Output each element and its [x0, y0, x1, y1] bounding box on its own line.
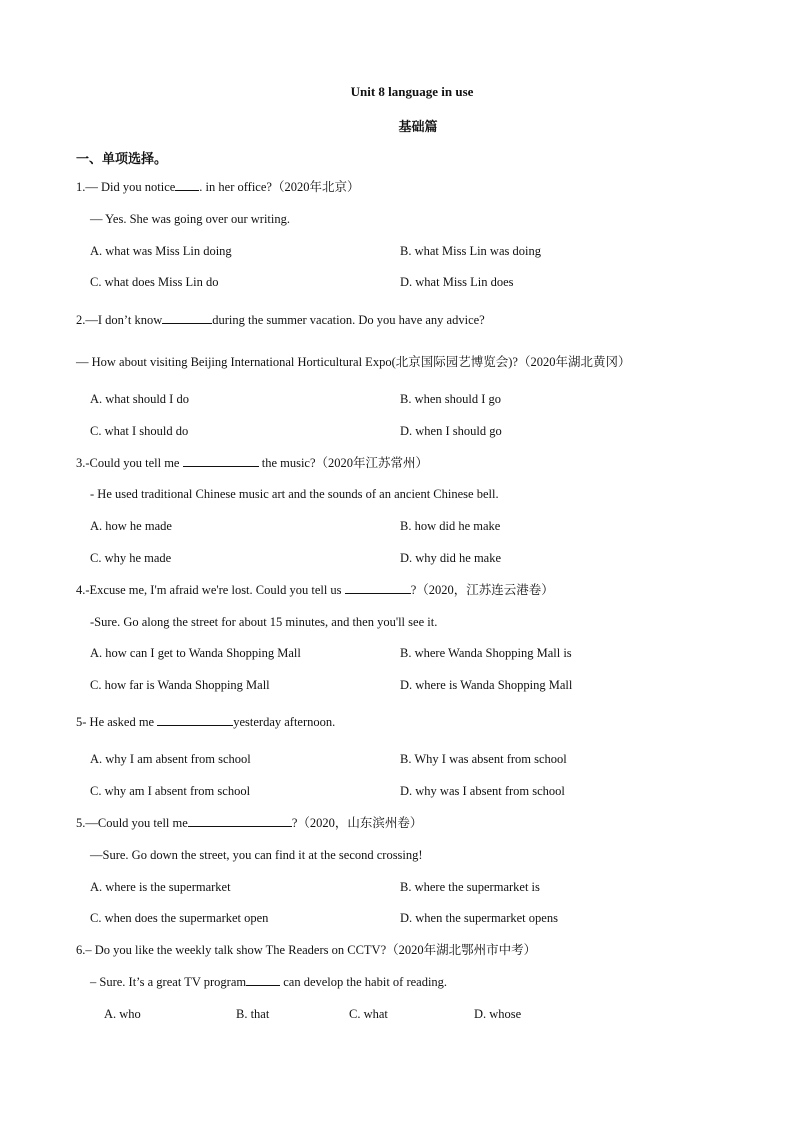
question-2-text-pre: 2.—I don’t know	[76, 313, 163, 327]
question-4-option-a[interactable]: A. how can I get to Wanda Shopping Mall	[90, 646, 301, 660]
question-6-option-a[interactable]: A. who	[104, 1007, 141, 1021]
question-2-text-post: during the summer vacation. Do you have any advice?	[212, 313, 485, 327]
question-2-option-d[interactable]: D. when I should go	[400, 424, 502, 438]
question-6-reply-post: can develop the habit of reading.	[280, 975, 448, 989]
question-1-option-b[interactable]: B. what Miss Lin was doing	[400, 244, 541, 258]
question-1-option-a[interactable]: A. what was Miss Lin doing	[90, 244, 232, 258]
answer-blank	[157, 714, 233, 726]
question-5a-option-b[interactable]: B. Why I was absent from school	[400, 752, 567, 766]
question-3-text-post: the music?（2020年江苏常州）	[258, 456, 429, 470]
question-5a-option-a[interactable]: A. why I am absent from school	[90, 752, 251, 766]
question-6-option-d[interactable]: D. whose	[474, 1007, 522, 1021]
question-4-text-post: ?（2020，江苏连云港卷）	[410, 583, 554, 597]
question-3	[76, 455, 428, 471]
question-1-reply: — Yes. She was going over our writing.	[90, 212, 290, 226]
question-5b	[76, 815, 422, 831]
question-6-reply-pre: – Sure. It’s a great TV program	[90, 975, 247, 989]
question-5a-text-pre: 5- He asked me	[76, 715, 158, 729]
question-2-option-c[interactable]: C. what I should do	[90, 424, 189, 438]
question-6-option-c[interactable]: C. what	[349, 1007, 388, 1021]
answer-blank	[345, 582, 411, 594]
question-1-option-d[interactable]: D. what Miss Lin does	[400, 275, 514, 289]
question-4-option-d[interactable]: D. where is Wanda Shopping Mall	[400, 678, 573, 692]
question-5b-option-a[interactable]: A. where is the supermarket	[90, 880, 231, 894]
question-3-option-a[interactable]: A. how he made	[90, 519, 172, 533]
question-4-text-pre: 4.-Excuse me, I'm afraid we're lost. Could you tell us	[76, 583, 342, 597]
question-1-option-c[interactable]: C. what does Miss Lin do	[90, 275, 219, 289]
question-5b-option-b[interactable]: B. where the supermarket is	[400, 880, 540, 894]
question-6-reply	[90, 974, 447, 990]
question-5a-text-post: yesterday afternoon.	[233, 715, 336, 729]
question-5b-option-d[interactable]: D. when the supermarket opens	[400, 911, 558, 925]
question-2-reply: — How about visiting Beijing International Horticultural Expo(北京国际园艺博览会)?（2020年湖北黄冈）	[76, 355, 631, 369]
question-3-text-pre: 3.-Could you tell me	[76, 456, 180, 470]
question-5a	[76, 714, 335, 730]
document-subtitle: 基础篇	[398, 119, 438, 134]
question-4-option-c[interactable]: C. how far is Wanda Shopping Mall	[90, 678, 270, 692]
document-title: Unit 8 language in use	[350, 84, 474, 99]
question-3-option-c[interactable]: C. why he made	[90, 551, 172, 565]
question-4-option-b[interactable]: B. where Wanda Shopping Mall is	[400, 646, 572, 660]
section-heading: 一、单项选择。	[76, 151, 168, 166]
answer-blank	[183, 455, 259, 467]
question-4	[76, 582, 554, 598]
question-5a-option-d[interactable]: D. why was I absent from school	[400, 784, 565, 798]
question-1-text-post: . in her office?（2020年北京）	[199, 180, 360, 194]
question-6: 6.– Do you like the weekly talk show The Readers on CCTV?（2020年湖北鄂州市中考）	[76, 943, 537, 957]
question-3-option-b[interactable]: B. how did he make	[400, 519, 501, 533]
question-2	[76, 312, 485, 328]
question-3-option-d[interactable]: D. why did he make	[400, 551, 502, 565]
question-2-option-b[interactable]: B. when should I go	[400, 392, 502, 406]
question-5b-text-pre: 5.—Could you tell me	[76, 816, 188, 830]
question-1-text-pre: 1.— Did you notice	[76, 180, 176, 194]
question-5b-text-post: ?（2020，山东滨州卷）	[291, 816, 423, 830]
answer-blank	[188, 815, 292, 827]
question-5b-option-c[interactable]: C. when does the supermarket open	[90, 911, 269, 925]
question-5b-reply: —Sure. Go down the street, you can find it at the second crossing!	[90, 848, 423, 862]
answer-blank	[162, 312, 212, 324]
answer-blank	[246, 974, 280, 986]
answer-blank	[175, 179, 199, 191]
question-5a-option-c[interactable]: C. why am I absent from school	[90, 784, 251, 798]
question-4-reply: -Sure. Go along the street for about 15 minutes, and then you'll see it.	[90, 615, 438, 629]
question-6-option-b[interactable]: B. that	[236, 1007, 270, 1021]
question-2-option-a[interactable]: A. what should I do	[90, 392, 189, 406]
question-3-reply: - He used traditional Chinese music art and the sounds of an ancient Chinese bell.	[90, 487, 499, 501]
question-1	[76, 179, 359, 195]
